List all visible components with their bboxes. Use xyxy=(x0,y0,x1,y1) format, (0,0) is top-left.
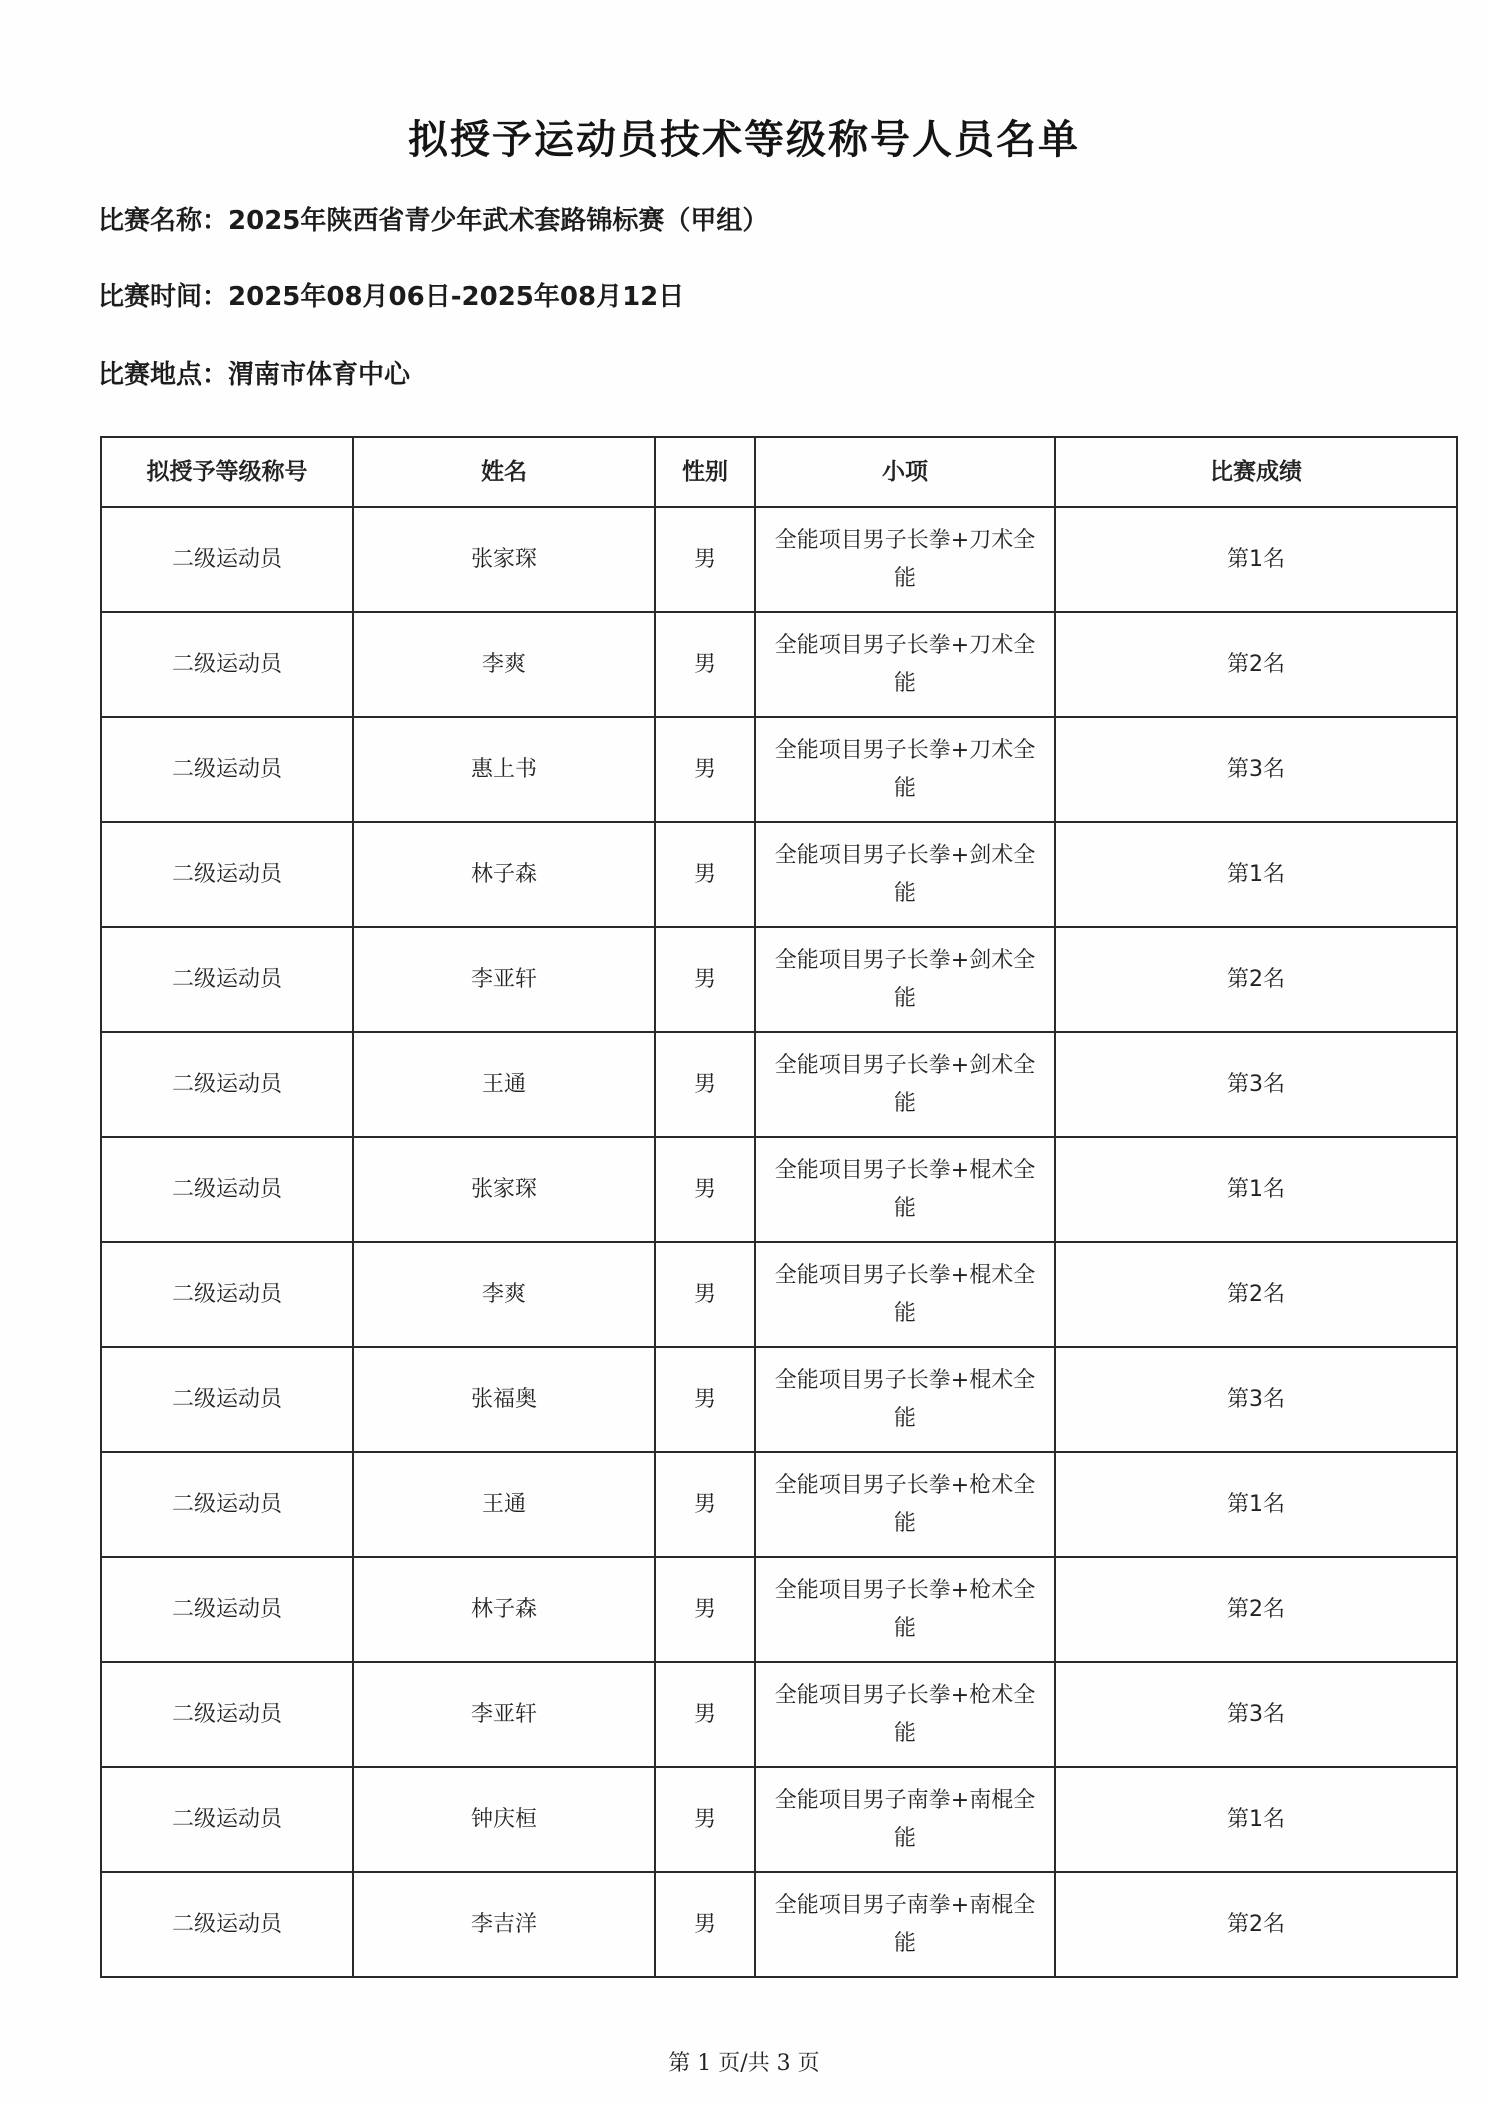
cell-gender: 男 xyxy=(655,507,755,612)
table-row xyxy=(101,717,1457,822)
cell-result: 第2名 xyxy=(1055,1872,1457,1977)
cell-level: 二级运动员 xyxy=(101,612,353,717)
table-header-row xyxy=(101,437,1457,507)
table-row xyxy=(101,507,1457,612)
place-value: 渭南市体育中心 xyxy=(228,360,411,390)
cell-gender: 男 xyxy=(655,1032,755,1137)
cell-event xyxy=(755,1767,1055,1872)
cell-gender: 男 xyxy=(655,1872,755,1977)
cell-name: 张家琛 xyxy=(353,1137,655,1242)
athlete-roster-table xyxy=(100,436,1458,1978)
table-row xyxy=(101,1557,1457,1662)
cell-event-text: 全能项目男子长拳+刀术全能 xyxy=(774,527,1036,591)
table-row xyxy=(101,612,1457,717)
cell-result: 第2名 xyxy=(1055,927,1457,1032)
cell-event-text: 全能项目男子长拳+刀术全能 xyxy=(774,632,1036,696)
cell-event xyxy=(755,717,1055,822)
cell-event-text: 全能项目男子南拳+南棍全能 xyxy=(774,1892,1036,1956)
table-row xyxy=(101,1347,1457,1452)
cell-gender: 男 xyxy=(655,1557,755,1662)
cell-event xyxy=(755,1242,1055,1347)
document-title: 拟授予运动员技术等级称号人员名单 xyxy=(408,117,1080,163)
cell-gender: 男 xyxy=(655,1137,755,1242)
cell-result: 第2名 xyxy=(1055,1242,1457,1347)
cell-result: 第1名 xyxy=(1055,507,1457,612)
table-row xyxy=(101,927,1457,1032)
cell-event xyxy=(755,612,1055,717)
cell-result: 第1名 xyxy=(1055,1767,1457,1872)
cell-event-text: 全能项目男子长拳+枪术全能 xyxy=(774,1682,1036,1746)
cell-event xyxy=(755,1662,1055,1767)
header-result: 比赛成绩 xyxy=(1055,437,1457,507)
cell-name: 李爽 xyxy=(353,612,655,717)
cell-name: 林子森 xyxy=(353,1557,655,1662)
cell-event-text: 全能项目男子长拳+枪术全能 xyxy=(774,1472,1036,1536)
cell-result: 第1名 xyxy=(1055,1137,1457,1242)
cell-level: 二级运动员 xyxy=(101,1137,353,1242)
cell-result: 第2名 xyxy=(1055,612,1457,717)
cell-level: 二级运动员 xyxy=(101,507,353,612)
header-gender: 性别 xyxy=(655,437,755,507)
page-indicator: 第 1 页/共 3 页 xyxy=(668,2051,820,2076)
competition-time-line xyxy=(98,276,684,313)
cell-event xyxy=(755,1347,1055,1452)
cell-event-text: 全能项目男子长拳+剑术全能 xyxy=(774,1052,1036,1116)
cell-event xyxy=(755,1452,1055,1557)
cell-gender: 男 xyxy=(655,1452,755,1557)
header-event: 小项 xyxy=(755,437,1055,507)
cell-event-text: 全能项目男子长拳+剑术全能 xyxy=(774,947,1036,1011)
cell-result: 第1名 xyxy=(1055,822,1457,927)
cell-name: 王通 xyxy=(353,1032,655,1137)
header-level: 拟授予等级称号 xyxy=(101,437,353,507)
table-row xyxy=(101,1872,1457,1977)
cell-event-text: 全能项目男子长拳+棍术全能 xyxy=(774,1262,1036,1326)
cell-name: 惠上书 xyxy=(353,717,655,822)
place-label: 比赛地点： xyxy=(98,360,229,390)
table-row xyxy=(101,1242,1457,1347)
cell-name: 王通 xyxy=(353,1452,655,1557)
cell-level: 二级运动员 xyxy=(101,717,353,822)
cell-name: 李爽 xyxy=(353,1242,655,1347)
cell-level: 二级运动员 xyxy=(101,1242,353,1347)
cell-level: 二级运动员 xyxy=(101,1767,353,1872)
cell-event xyxy=(755,822,1055,927)
cell-event-text: 全能项目男子长拳+刀术全能 xyxy=(774,737,1036,801)
cell-gender: 男 xyxy=(655,822,755,927)
cell-name: 钟庆桓 xyxy=(353,1767,655,1872)
time-label: 比赛时间： xyxy=(98,282,229,312)
competition-label: 比赛名称： xyxy=(98,206,229,236)
cell-gender: 男 xyxy=(655,612,755,717)
cell-gender: 男 xyxy=(655,717,755,822)
cell-event xyxy=(755,1137,1055,1242)
cell-name: 李亚轩 xyxy=(353,927,655,1032)
header-name: 姓名 xyxy=(353,437,655,507)
cell-event xyxy=(755,1032,1055,1137)
cell-level: 二级运动员 xyxy=(101,1662,353,1767)
cell-result: 第3名 xyxy=(1055,1347,1457,1452)
table-row xyxy=(101,1767,1457,1872)
time-value: 2025年08月06日-2025年08月12日 xyxy=(228,282,685,312)
cell-gender: 男 xyxy=(655,1767,755,1872)
cell-event xyxy=(755,1872,1055,1977)
cell-name: 张福奥 xyxy=(353,1347,655,1452)
table-row xyxy=(101,1662,1457,1767)
cell-event xyxy=(755,507,1055,612)
cell-name: 林子森 xyxy=(353,822,655,927)
cell-result: 第3名 xyxy=(1055,1662,1457,1767)
competition-name-line xyxy=(98,200,768,237)
cell-event-text: 全能项目男子长拳+剑术全能 xyxy=(774,842,1036,906)
competition-place-line xyxy=(98,354,410,391)
cell-level: 二级运动员 xyxy=(101,927,353,1032)
cell-gender: 男 xyxy=(655,1662,755,1767)
cell-gender: 男 xyxy=(655,1242,755,1347)
table-row xyxy=(101,822,1457,927)
competition-name-value: 2025年陕西省青少年武术套路锦标赛（甲组） xyxy=(228,206,769,236)
cell-event-text: 全能项目男子长拳+棍术全能 xyxy=(774,1157,1036,1221)
table-row xyxy=(101,1032,1457,1137)
cell-result: 第3名 xyxy=(1055,717,1457,822)
cell-gender: 男 xyxy=(655,1347,755,1452)
cell-level: 二级运动员 xyxy=(101,1347,353,1452)
cell-event xyxy=(755,1557,1055,1662)
cell-level: 二级运动员 xyxy=(101,822,353,927)
cell-level: 二级运动员 xyxy=(101,1452,353,1557)
cell-name: 李亚轩 xyxy=(353,1662,655,1767)
cell-name: 李吉洋 xyxy=(353,1872,655,1977)
cell-level: 二级运动员 xyxy=(101,1557,353,1662)
cell-result: 第3名 xyxy=(1055,1032,1457,1137)
cell-level: 二级运动员 xyxy=(101,1032,353,1137)
cell-event-text: 全能项目男子长拳+枪术全能 xyxy=(774,1577,1036,1641)
cell-result: 第1名 xyxy=(1055,1452,1457,1557)
cell-gender: 男 xyxy=(655,927,755,1032)
cell-event xyxy=(755,927,1055,1032)
cell-result: 第2名 xyxy=(1055,1557,1457,1662)
cell-event-text: 全能项目男子南拳+南棍全能 xyxy=(774,1787,1036,1851)
table-row xyxy=(101,1452,1457,1557)
cell-level: 二级运动员 xyxy=(101,1872,353,1977)
table-row xyxy=(101,1137,1457,1242)
cell-name: 张家琛 xyxy=(353,507,655,612)
cell-event-text: 全能项目男子长拳+棍术全能 xyxy=(774,1367,1036,1431)
